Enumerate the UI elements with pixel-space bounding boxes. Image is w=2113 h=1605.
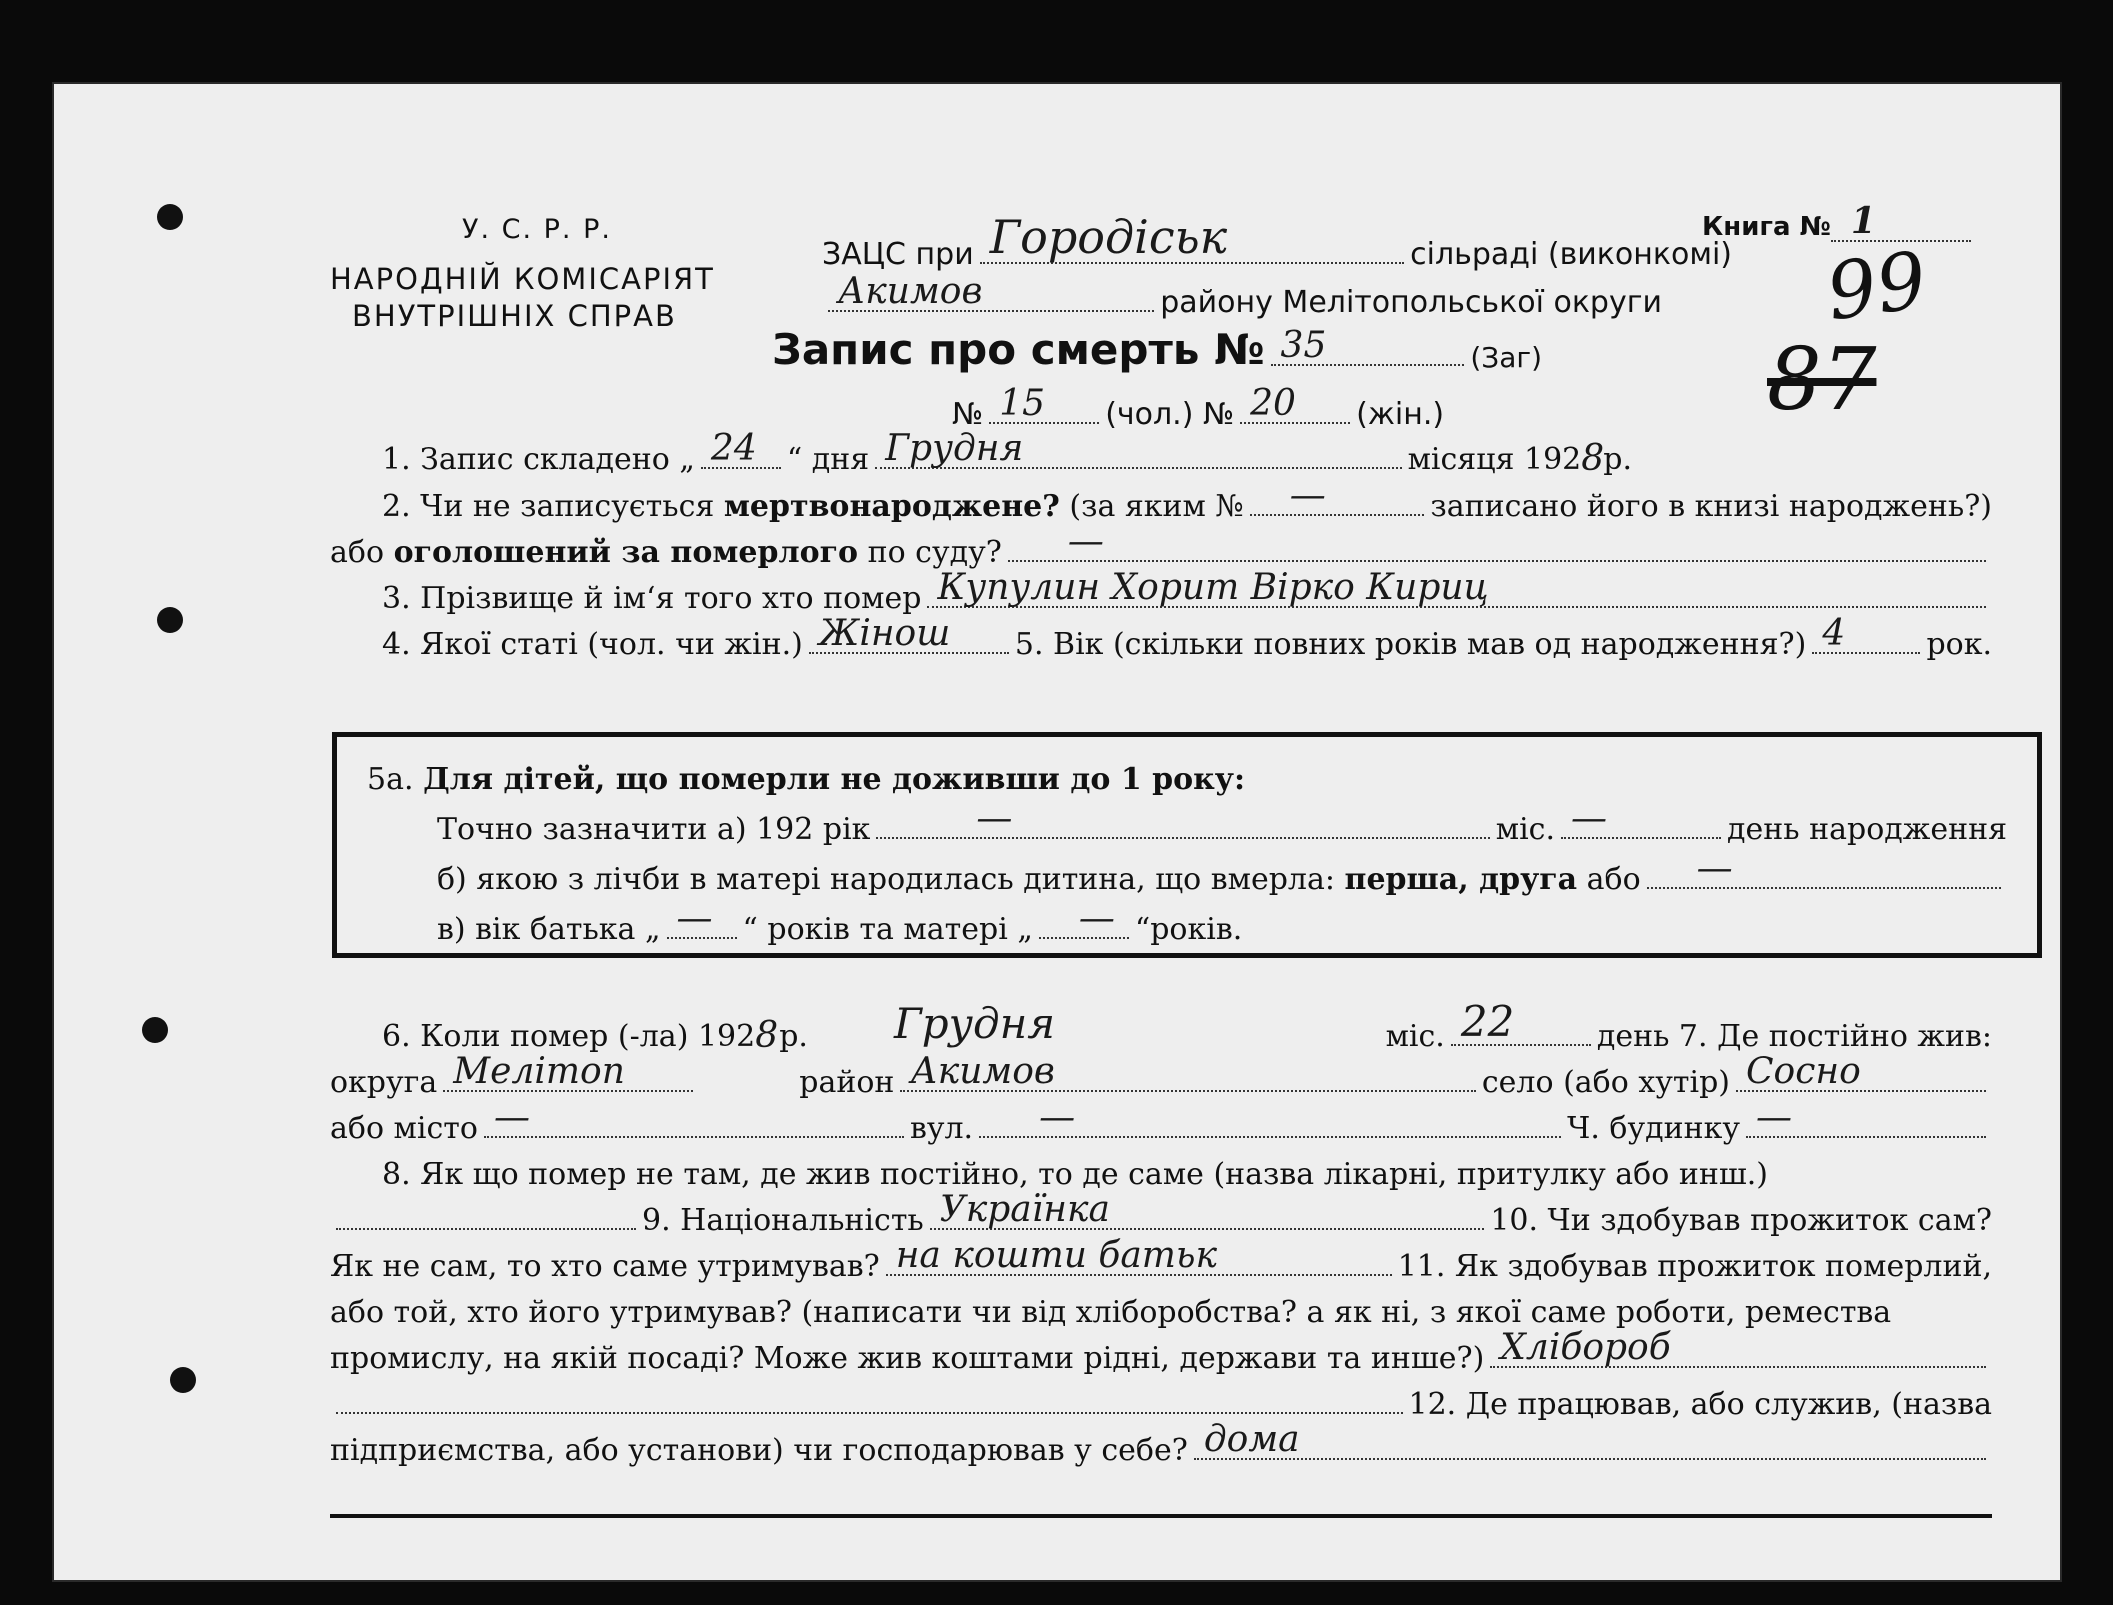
zags-district-line bbox=[822, 260, 1662, 320]
record-title bbox=[772, 314, 1542, 374]
f1-a: 1. Запис складено „ bbox=[382, 442, 695, 477]
f6-year: 8 bbox=[755, 1015, 779, 1056]
budynok-value: — bbox=[1756, 1097, 1792, 1138]
district-value: Акимов bbox=[838, 271, 983, 312]
f3-value: Купулин Хорит Вірко Кириц bbox=[937, 567, 1489, 608]
council-suffix: сільраді (виконкомі) bbox=[1410, 237, 1732, 272]
children-c-mother-field bbox=[1039, 898, 1129, 939]
record-number: 35 bbox=[1280, 325, 1327, 366]
book-value: 1 bbox=[1850, 200, 1876, 242]
f10b-value: на кошти батьк bbox=[895, 1235, 1218, 1276]
children-a-suffix: день народження bbox=[1727, 812, 2007, 847]
f10b-label: Як не сам, то хто саме утримував? bbox=[330, 1249, 880, 1284]
f9-value: Українка bbox=[939, 1189, 1110, 1230]
f1-year: 8 bbox=[1581, 438, 1605, 479]
f4-field bbox=[809, 613, 1009, 654]
commissariat-line-1: НАРОДНІЙ КОМІСАРІЯТ bbox=[330, 262, 715, 296]
ussr-heading: У. С. Р. Р. bbox=[462, 214, 612, 245]
title-text: Запис про смерть № bbox=[772, 325, 1265, 374]
children-c-mother: — bbox=[1078, 898, 1115, 939]
children-c-father: — bbox=[676, 898, 713, 939]
f2-bold: мертвонароджене? bbox=[723, 489, 1060, 524]
book-label: Книга № bbox=[1702, 212, 1831, 242]
f1-c: місяця 192 bbox=[1407, 442, 1582, 477]
selo-label: село (або хутір) bbox=[1481, 1065, 1730, 1100]
children-c-label: в) вік батька „ bbox=[437, 912, 661, 947]
f2-court-value: — bbox=[1067, 521, 1104, 562]
children-c-father-field bbox=[667, 898, 737, 939]
f2-c: записано його в книзі народжень?) bbox=[1430, 489, 1992, 524]
f8-label: 8. Як що помер не там, де жив постійно, то де саме (назва лікарні, притулку або инш.) bbox=[382, 1157, 1768, 1192]
f2-number: — bbox=[1289, 475, 1326, 516]
budynok-label: Ч. будинку bbox=[1567, 1111, 1740, 1146]
f1-d: р. bbox=[1603, 442, 1632, 477]
death-record-form bbox=[52, 82, 2062, 1582]
book-number bbox=[1702, 200, 1971, 242]
f6-b: р. bbox=[779, 1019, 808, 1054]
punch-hole bbox=[157, 204, 183, 230]
selo-value: Сосно bbox=[1746, 1051, 1861, 1092]
f1-month: Грудня bbox=[885, 428, 1024, 469]
children-line-c bbox=[437, 887, 2007, 947]
vul-value: — bbox=[1039, 1097, 1076, 1138]
f11-value: Хлібороб bbox=[1500, 1327, 1671, 1368]
punch-hole bbox=[170, 1367, 196, 1393]
children-a-label: Точно зазначити а) 192 рік bbox=[437, 812, 871, 847]
vul-label: вул. bbox=[909, 1111, 974, 1146]
punch-hole bbox=[142, 1017, 168, 1043]
f2-a: 2. Чи не записується bbox=[382, 489, 715, 524]
f4-label: 4. Якої статі (чол. чи жін.) bbox=[382, 627, 803, 662]
f6-month: Грудня bbox=[893, 999, 1056, 1048]
f2-b: (за яким № bbox=[1069, 489, 1244, 524]
male-label: № bbox=[952, 397, 984, 432]
children-a-mis-value: — bbox=[1571, 798, 1608, 839]
misto-label: або місто bbox=[330, 1111, 478, 1146]
f5-suffix: рок. bbox=[1926, 627, 1992, 662]
f6-a: 6. Коли помер (-ла) 192 bbox=[382, 1019, 756, 1054]
children-c-mid: “ років та матері „ bbox=[742, 912, 1033, 947]
district-suffix: району Мелітопольської округи bbox=[1160, 285, 1662, 320]
children-a-value: — bbox=[976, 798, 1013, 839]
f3-label: 3. Прізвище й ім‘я того хто помер bbox=[382, 581, 922, 616]
raion-value: Акимов bbox=[910, 1051, 1055, 1092]
field-12b-line bbox=[330, 1408, 1992, 1468]
f6-c: міс. bbox=[1385, 1019, 1445, 1054]
f2-d: або bbox=[330, 535, 385, 570]
f4-value: Жінош bbox=[818, 613, 951, 654]
male-number: 15 bbox=[999, 383, 1046, 424]
record-number-field bbox=[1271, 325, 1465, 366]
children-c-suffix: “років. bbox=[1134, 912, 1243, 947]
children-b-label: б) якою з лічби в матері народилась дитина, що вмерла: bbox=[437, 862, 1335, 897]
misto-value: — bbox=[493, 1097, 530, 1138]
female-number: 20 bbox=[1250, 383, 1296, 424]
children-a-mis: міс. bbox=[1495, 812, 1556, 847]
f1-b: “ дня bbox=[786, 442, 870, 477]
f11-label: 11. Як здобував прожиток померлий, bbox=[1397, 1249, 1992, 1284]
f12b-label: підприємства, або установи) чи господарював у себе? bbox=[330, 1433, 1188, 1468]
f6-d: день 7. Де постійно жив: bbox=[1596, 1019, 1992, 1054]
f5-field bbox=[1812, 613, 1920, 654]
field-4-line bbox=[382, 602, 1992, 662]
raion-label: район bbox=[799, 1065, 895, 1100]
margin-mark: 99 bbox=[1821, 235, 1933, 339]
f11b-label: або той, хто його утримував? (написати чи від хліборобства? а як ні, з якої саме роботи, ремества bbox=[330, 1295, 1892, 1330]
children-b-suffix: або bbox=[1586, 862, 1641, 897]
bottom-rule bbox=[330, 1514, 1992, 1518]
f5-value: 4 bbox=[1822, 613, 1846, 654]
children-heading-num: 5а. bbox=[367, 762, 414, 797]
f10-label: 10. Чи здобував прожиток сам? bbox=[1490, 1203, 1992, 1238]
f9-label: 9. Національність bbox=[642, 1203, 924, 1238]
f12-label: 12. Де працював, або служив, (назва bbox=[1408, 1387, 1992, 1422]
commissariat-line-2: ВНУТРІШНІХ СПРАВ bbox=[352, 299, 677, 333]
male-suffix: (чол.) № bbox=[1105, 397, 1235, 432]
margin-mark: 87 bbox=[1767, 330, 1877, 430]
f1-day: 24 bbox=[710, 428, 757, 469]
district-field bbox=[828, 271, 1154, 312]
f2-e: по суду? bbox=[867, 535, 1002, 570]
f2-bold2: оголошений за померлого bbox=[393, 535, 859, 570]
f11c-label: промислу, на якій посаді? Може жив коштами рідні, держави та инше?) bbox=[330, 1341, 1485, 1376]
okruha-label: округа bbox=[330, 1065, 438, 1100]
okruha-value: Мелітоп bbox=[453, 1051, 625, 1092]
punch-hole bbox=[157, 607, 183, 633]
council-value: Городіськ bbox=[989, 210, 1228, 264]
children-b-value: — bbox=[1696, 848, 1733, 889]
female-suffix: (жін.) bbox=[1356, 397, 1445, 432]
f12-field bbox=[1194, 1419, 1986, 1460]
f6-day: 22 bbox=[1460, 997, 1515, 1046]
zags-prefix: ЗАЦС при bbox=[822, 237, 974, 272]
f12-value: дома bbox=[1203, 1419, 1300, 1460]
children-b-bold: перша, друга bbox=[1344, 862, 1578, 897]
children-section bbox=[332, 732, 2042, 958]
children-heading-text: Для дітей, що померли не доживши до 1 року: bbox=[423, 762, 1246, 797]
f5-label: 5. Вік (скільки повних років мав од народження?) bbox=[1014, 627, 1807, 662]
title-suffix: (Заг) bbox=[1470, 341, 1542, 374]
